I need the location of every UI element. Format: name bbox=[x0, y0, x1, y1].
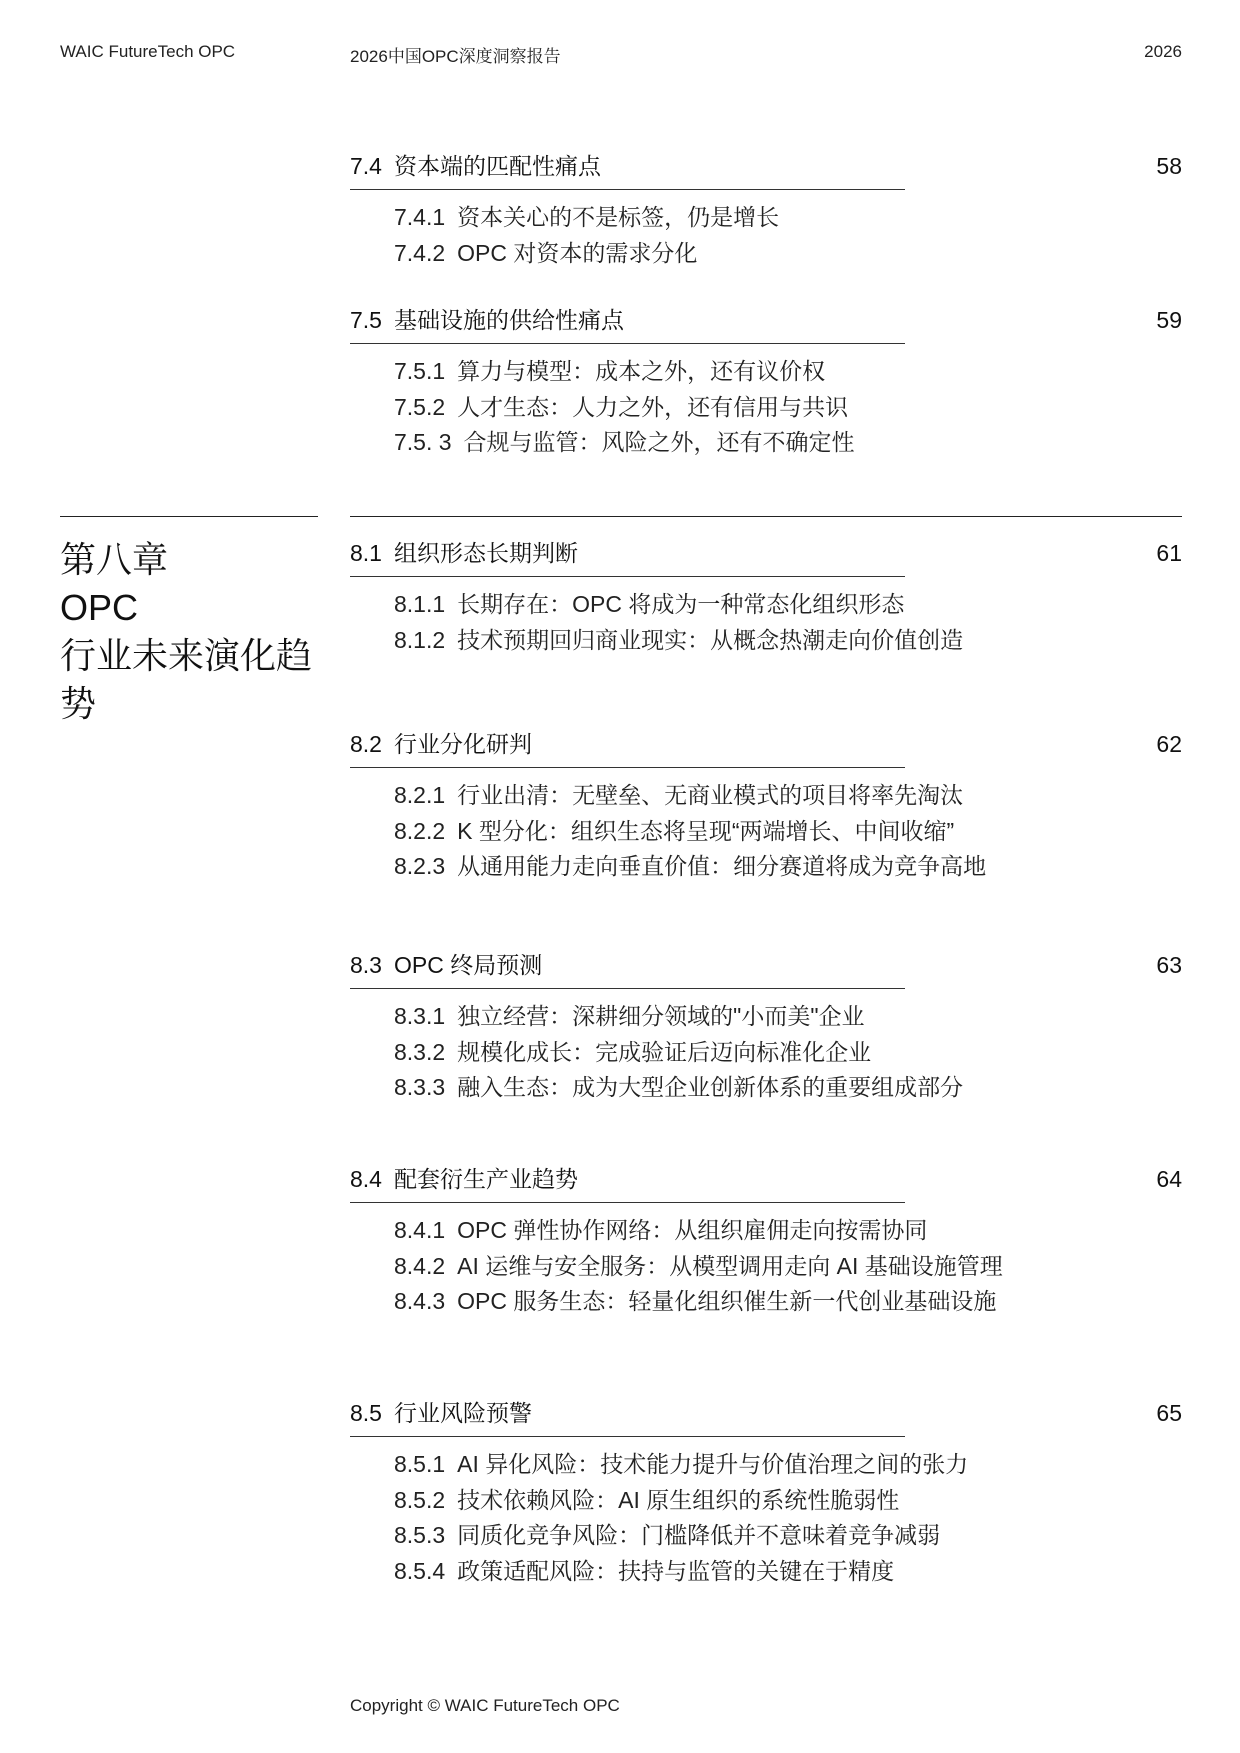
header-left-brand: WAIC FutureTech OPC bbox=[60, 42, 236, 61]
toc-subsection-item[interactable] bbox=[394, 390, 1182, 426]
subsection-title: 合规与监管：风险之外，还有不确定性 bbox=[463, 429, 855, 455]
subsection-title: 独立经营：深耕细分领域的"小而美"企业 bbox=[457, 1003, 865, 1029]
chapter-title-line: 行业未来演化趋势 bbox=[60, 635, 313, 724]
subsection-number: 8.4.3 bbox=[394, 1288, 446, 1314]
subsection-number: 8.5.4 bbox=[394, 1557, 446, 1584]
chapter-label: 第八章 bbox=[60, 539, 169, 580]
section-page-number: 64 bbox=[1156, 1166, 1182, 1192]
section-title: 配套衍生产业趋势 bbox=[393, 1166, 578, 1192]
toc-subsection-item[interactable] bbox=[394, 587, 1182, 623]
toc-subsection-item[interactable] bbox=[394, 1035, 1182, 1071]
subsection-number: 8.5.3 bbox=[394, 1522, 446, 1548]
toc-subsection-item[interactable] bbox=[394, 849, 1182, 885]
subsection-title: 行业出清：无壁垒、无商业模式的项目将率先淘汰 bbox=[457, 782, 964, 808]
toc-section-7-4 bbox=[350, 151, 1182, 271]
section-number: 8.4 bbox=[350, 1166, 382, 1192]
subsection-number: 8.2.2 bbox=[394, 817, 446, 844]
section-title: 行业分化研判 bbox=[393, 731, 532, 757]
section-title: 资本端的匹配性痛点 bbox=[393, 153, 601, 179]
header-year: 2026 bbox=[1144, 42, 1182, 61]
subsection-title: 从通用能力走向垂直价值：细分赛道将成为竞争高地 bbox=[457, 853, 987, 879]
toc-subsection-item[interactable] bbox=[394, 1213, 1182, 1249]
toc-subsection-item[interactable] bbox=[394, 1483, 1182, 1519]
section-page-number: 62 bbox=[1156, 731, 1182, 757]
toc-subsection-item[interactable] bbox=[394, 354, 1182, 390]
section-number: 8.3 bbox=[350, 952, 382, 978]
subsection-list bbox=[394, 1213, 1182, 1320]
toc-subsection-item[interactable] bbox=[394, 1447, 1182, 1483]
section-page-number: 58 bbox=[1156, 153, 1182, 179]
toc-subsection-item[interactable] bbox=[394, 814, 1182, 850]
subsection-number: 8.1.2 bbox=[394, 626, 446, 653]
subsection-number: 8.5.2 bbox=[394, 1486, 446, 1513]
subsection-title: 技术预期回归商业现实：从概念热潮走向价值创造 bbox=[457, 626, 964, 653]
subsection-title: OPC 对资本的需求分化 bbox=[457, 239, 698, 266]
section-divider bbox=[350, 1202, 905, 1203]
section-page-number: 61 bbox=[1156, 540, 1182, 566]
subsection-number: 7.5.2 bbox=[394, 393, 446, 420]
subsection-title: OPC 服务生态：轻量化组织催生新一代创业基础设施 bbox=[457, 1288, 997, 1314]
subsection-number: 8.1.1 bbox=[394, 591, 446, 617]
section-number: 8.1 bbox=[350, 540, 382, 566]
toc-section-8-3 bbox=[350, 950, 1182, 1106]
subsection-number: 8.2.1 bbox=[394, 782, 446, 808]
section-title: 行业风险预警 bbox=[393, 1400, 532, 1426]
subsection-number: 8.3.3 bbox=[394, 1074, 446, 1100]
subsection-title: K 型分化：组织生态将呈现“两端增长、中间收缩” bbox=[457, 817, 955, 844]
footer-copyright: Copyright © WAIC FutureTech OPC bbox=[350, 1696, 620, 1715]
toc-subsection-item[interactable] bbox=[394, 425, 1182, 461]
section-divider bbox=[350, 343, 905, 344]
section-number: 8.5 bbox=[350, 1400, 382, 1426]
toc-subsection-item[interactable] bbox=[394, 1249, 1182, 1285]
subsection-title: 政策适配风险：扶持与监管的关键在于精度 bbox=[457, 1557, 895, 1584]
subsection-title: 算力与模型：成本之外，还有议价权 bbox=[457, 358, 826, 384]
subsection-number: 7.5.1 bbox=[394, 358, 446, 384]
subsection-number: 8.3.1 bbox=[394, 1003, 446, 1029]
toc-section-8-5 bbox=[350, 1398, 1182, 1589]
toc-section-8-4 bbox=[350, 1164, 1182, 1320]
subsection-list bbox=[394, 778, 1182, 885]
subsection-number: 7.4.2 bbox=[394, 239, 446, 266]
toc-section-title-row[interactable] bbox=[350, 729, 1182, 759]
section-number: 8.2 bbox=[350, 731, 382, 757]
subsection-list bbox=[394, 999, 1182, 1106]
chapter-title-line: OPC bbox=[60, 587, 139, 628]
section-title: 基础设施的供给性痛点 bbox=[393, 307, 624, 333]
toc-subsection-item[interactable] bbox=[394, 999, 1182, 1035]
subsection-list bbox=[394, 354, 1182, 461]
section-divider bbox=[350, 576, 905, 577]
toc-subsection-item[interactable] bbox=[394, 1554, 1182, 1590]
section-divider bbox=[350, 988, 905, 989]
section-number: 7.5 bbox=[350, 307, 382, 333]
subsection-title: 资本关心的不是标签，仍是增长 bbox=[457, 204, 780, 230]
subsection-title: 规模化成长：完成验证后迈向标准化企业 bbox=[457, 1038, 872, 1065]
toc-section-title-row[interactable] bbox=[350, 1398, 1182, 1428]
toc-subsection-item[interactable] bbox=[394, 200, 1182, 236]
subsection-title: 长期存在：OPC 将成为一种常态化组织形态 bbox=[457, 591, 905, 617]
chapter-divider-left bbox=[60, 516, 318, 517]
chapter-heading bbox=[60, 536, 320, 728]
subsection-title: 融入生态：成为大型企业创新体系的重要组成部分 bbox=[457, 1074, 964, 1100]
subsection-title: AI 运维与安全服务：从模型调用走向 AI 基础设施管理 bbox=[457, 1252, 1003, 1279]
chapter-divider-right bbox=[350, 516, 1182, 517]
subsection-number: 8.2.3 bbox=[394, 853, 446, 879]
toc-section-title-row[interactable] bbox=[350, 151, 1182, 181]
section-divider bbox=[350, 189, 905, 190]
toc-section-7-5 bbox=[350, 305, 1182, 461]
section-number: 7.4 bbox=[350, 153, 382, 179]
subsection-title: 技术依赖风险：AI 原生组织的系统性脆弱性 bbox=[457, 1486, 900, 1513]
section-page-number: 63 bbox=[1156, 952, 1182, 978]
subsection-list bbox=[394, 200, 1182, 271]
toc-subsection-item[interactable] bbox=[394, 1518, 1182, 1554]
toc-section-title-row[interactable] bbox=[350, 305, 1182, 335]
toc-section-8-1 bbox=[350, 538, 1182, 658]
subsection-number: 7.5. 3 bbox=[394, 429, 452, 455]
subsection-title: 同质化竞争风险：门槛降低并不意味着竞争减弱 bbox=[457, 1522, 941, 1548]
section-page-number: 59 bbox=[1156, 307, 1182, 333]
toc-section-title-row[interactable] bbox=[350, 1164, 1182, 1194]
subsection-number: 7.4.1 bbox=[394, 204, 446, 230]
section-divider bbox=[350, 1436, 905, 1437]
subsection-list bbox=[394, 1447, 1182, 1589]
toc-subsection-item[interactable] bbox=[394, 236, 1182, 272]
subsection-list bbox=[394, 587, 1182, 658]
toc-subsection-item[interactable] bbox=[394, 1284, 1182, 1320]
subsection-number: 8.5.1 bbox=[394, 1451, 446, 1477]
section-divider bbox=[350, 767, 905, 768]
toc-subsection-item[interactable] bbox=[394, 1070, 1182, 1106]
toc-section-title-row[interactable] bbox=[350, 950, 1182, 980]
subsection-number: 8.3.2 bbox=[394, 1038, 446, 1065]
toc-section-8-2 bbox=[350, 729, 1182, 885]
header-report-title: 2026中国OPC深度洞察报告 bbox=[350, 47, 561, 66]
subsection-number: 8.4.2 bbox=[394, 1252, 446, 1279]
section-title: 组织形态长期判断 bbox=[393, 540, 578, 566]
subsection-number: 8.4.1 bbox=[394, 1217, 446, 1243]
section-title: OPC 终局预测 bbox=[393, 952, 543, 978]
subsection-title: OPC 弹性协作网络：从组织雇佣走向按需协同 bbox=[457, 1217, 928, 1243]
subsection-title: 人才生态：人力之外，还有信用与共识 bbox=[457, 393, 849, 420]
toc-section-title-row[interactable] bbox=[350, 538, 1182, 568]
subsection-title: AI 异化风险：技术能力提升与价值治理之间的张力 bbox=[457, 1451, 969, 1477]
toc-subsection-item[interactable] bbox=[394, 623, 1182, 659]
section-page-number: 65 bbox=[1156, 1400, 1182, 1426]
toc-subsection-item[interactable] bbox=[394, 778, 1182, 814]
